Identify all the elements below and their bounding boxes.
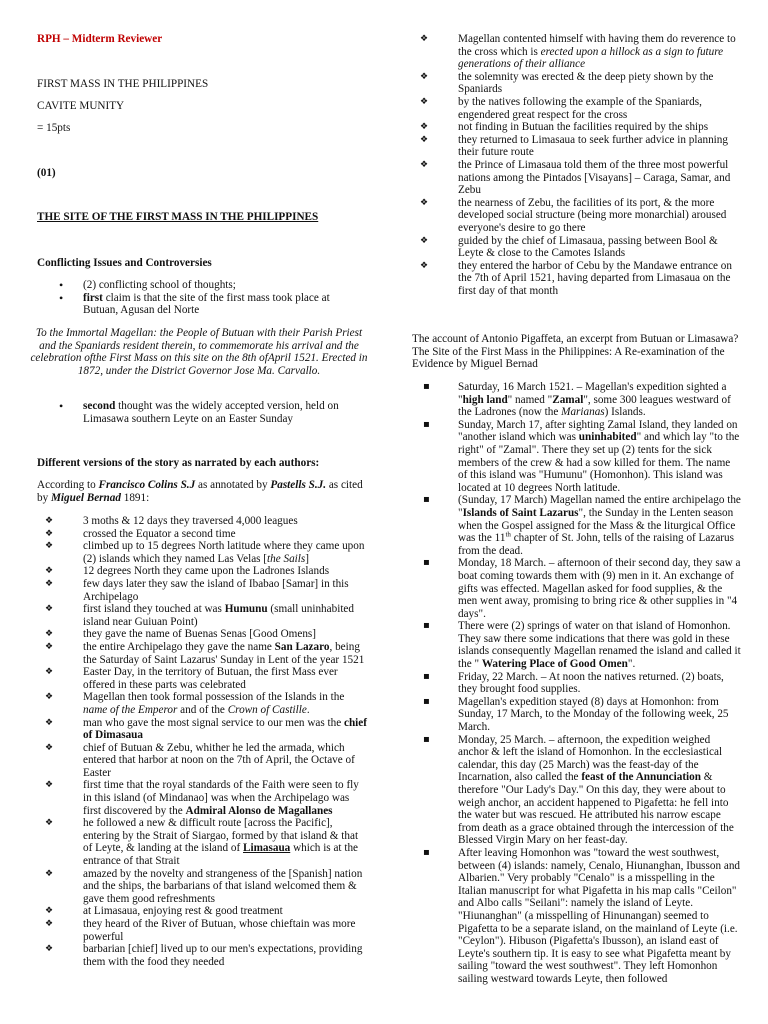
list-item: • (2) conflicting school of thoughts; [37, 279, 347, 292]
list-item: ❖ they heard of the River of Butuan, whose chieftain was more powerful [37, 918, 370, 943]
list-item: ▪ Saturday, 16 March 1521. – Magellan's expedition sighted a "high land" named "Zamal", some 300 leagues westward of the Ladrones (now the Marianas) Islands. [412, 381, 742, 419]
list-item: ❖ guided by the chief of Limasaua, passing between Bool & Leyte & close to the Camotes Islands [412, 235, 742, 260]
according-paragraph: According to Francisco Colins S.J as annotated by Pastells S.J. as cited by Miguel Bernad 1891: [37, 479, 363, 504]
list-item: ❖ by the natives following the example of the Spaniards, engendered great respect for the cross [412, 96, 742, 121]
second-thought-list [37, 400, 347, 425]
list-item: ❖ chief of Butuan & Zebu, whither he led the armada, which entered that harbor at noon on the 7th of April, the Octave of Easter [37, 742, 370, 780]
pigafetta-entries [412, 381, 742, 986]
list-item: ❖ few days later they saw the island of Ibabao [Samar] in this Archipelago [37, 578, 370, 603]
list-item: ❖ first time that the royal standards of the Faith were seen to fly in this island (of Mindanao] was when the Archipelago was first discovered by the Admiral Alonso de Magallanes [37, 779, 370, 817]
list-item: ❖ not finding in Butuan the facilities required by the ships [412, 121, 742, 134]
list-item: ❖ man who gave the most signal service to our men was the chief of Dimasaua [37, 717, 370, 742]
list-item: • second thought was the widely accepted version, held on Limasawa southern Leyte on an Easter Sunday [37, 400, 347, 425]
colins-list [37, 515, 370, 968]
list-item: ❖ crossed the Equator a second time [37, 528, 370, 541]
list-item: ❖ at Limasaua, enjoying rest & good treatment [37, 905, 370, 918]
list-item: ❖ the Prince of Limasaua told them of the three most powerful nations among the Pintados [Visayans] – Caraga, Samar, and Zebu [412, 159, 742, 197]
list-item: ❖ 12 degrees North they came upon the Ladrones Islands [37, 565, 370, 578]
list-item: ❖ the solemnity was erected & the deep piety shown by the Spaniards [412, 71, 742, 96]
list-item: ❖ amazed by the novelty and strangeness of the [Spanish] nation and the ships, the barbarians of that island welcomed them & gave them good refreshments [37, 868, 370, 906]
monument-quote: To the Immortal Magellan: the People of Butuan with their Parish Priest and the Spaniards resident therein, to commemorate his arrival and the celebration ofthe First Mass on this site on the 8th ofApril 1521. Erected in 1872, under the District Governor Jose Ma. Carvallo. [30, 327, 368, 377]
pigafetta-account-intro: The account of Antonio Pigaffeta, an excerpt from Butuan or Limasawa? The Site of the First Mass in the Philippines: A Re-examination of the Evidence by Miguel Bernad [412, 333, 739, 371]
section-number: (01) [37, 167, 56, 179]
topic-first-mass: FIRST MASS IN THE PHILIPPINES [37, 78, 209, 90]
list-item: ❖ 3 moths & 12 days they traversed 4,000 leagues [37, 515, 370, 528]
reviewer-header: RPH – Midterm Reviewer [37, 33, 163, 45]
list-item: ▪ There were (2) springs of water on that island of Homonhon. They saw there some indications that there was gold in these islands consequently Magellan renamed the island and called it the " Watering Place of Good Omen". [412, 620, 742, 670]
list-item: ❖ they gave the name of Buenas Senas [Good Omens] [37, 628, 370, 641]
list-item: ❖ they entered the harbor of Cebu by the Mandawe entrance on the 7th of April 1521, having departed from Limasaua on the first day of that month [412, 260, 742, 298]
section-conflicting-title: Conflicting Issues and Controversies [37, 257, 212, 269]
list-item: ▪ After leaving Homonhon was "toward the west southwest, between (4) islands: namely, Cenalo, Hiunanghan, Ibusson and Albarien." Very probably "Cenalo" is a misspelling in the Italian manuscript for what Pigafetta in his map calls "Ceilon" and Albo calls "Seilani": namely the island of Leyte. "Hiunanghan" (a misspelling of Hinunangan) seemed to Pigafetta to be a separate island, on the mainland of Leyte (i.e. "Ceylon"). Hibuson (Pigafetta's Ibusson), an island east of Leyte's southern tip. It is easy to see what Pigafetta meant by sailing "toward the west southwest". They left Homonhon sailing westward towards Leyte, then followed [412, 847, 742, 986]
list-item: ❖ Magellan contented himself with having them do reverence to the cross which is erected upon a hillock as a sign to future generations of their alliance [412, 33, 742, 71]
list-item: ❖ barbarian [chief] lived up to our men's expectations, providing them with the food they needed [37, 943, 370, 968]
points-label: = 15pts [37, 122, 71, 134]
list-item: ❖ Easter Day, in the territory of Butuan, the first Mass ever offered in these parts was celebrated [37, 666, 370, 691]
list-item: ▪ Friday, 22 March. – At noon the natives returned. (2) boats, they brought food supplies. [412, 671, 742, 696]
section-versions-title: Different versions of the story as narrated by each authors: [37, 457, 320, 469]
main-title: THE SITE OF THE FIRST MASS IN THE PHILIPPINES [37, 211, 319, 223]
conflicting-list [37, 279, 347, 317]
list-item: ❖ first island they touched at was Humunu (small uninhabited island near Guiuan Point) [37, 603, 370, 628]
list-item: ▪ Monday, 25 March. – afternoon, the expedition weighed anchor & left the island of Homonhon. In the ecclesiastical calendar, this day (25 March) was the feast-day of the Incarnation, also called the feast of the Annunciation & therefore "Our Lady's Day." On this day, they were about to weigh anchor, an accident happened to Pigafetta: he fell into the water but was rescued. He attributed his narrow escape from death as a grace obtained through the intercession of the Blessed Virgin Mary on her feast-day. [412, 734, 742, 847]
list-item: ❖ the nearness of Zebu, the facilities of its port, & the more developed social structure (being more monarchial) aroused everyone's desire to go there [412, 197, 742, 235]
list-item: • first claim is that the site of the first mass took place at Butuan, Agusan del Norte [37, 292, 347, 317]
list-item: ❖ he followed a new & difficult route [across the Pacific], entering by the Strait of Siargao, formed by that island & that of Leyte, & landing at the island of Limasaua which is at the entrance of that Strait [37, 817, 370, 867]
list-item: ▪ (Sunday, 17 March) Magellan named the entire archipelago the "Islands of Saint Lazarus", the Sunday in the Lenten season when the Gospel assigned for the Mass & the liturgical Office was the 11th chapter of St. John, tells of the raising of Lazarus from the dead. [412, 494, 742, 557]
list-item: ▪ Magellan's expedition stayed (8) days at Homonhon: from Sunday, 17 March, to the Monday of the following week, 25 March. [412, 696, 742, 734]
list-item: ❖ they returned to Limasaua to seek further advice in planning their future route [412, 134, 742, 159]
list-item: ▪ Sunday, March 17, after sighting Zamal Island, they landed on "another island which was uninhabited" and which lay "to the right" of "Zamal". There they set up (2) tents for the sick members of the crew & had a sow killed for them. The name of this island was "Humunu" (Homonhon). This island was located at 10 degrees North latitude. [412, 419, 742, 495]
list-item: ▪ Monday, 18 March. – afternoon of their second day, they saw a boat coming towards them with (9) men in it. An exchange of gifts was effected. Magellan asked for food supplies, & the men went away, promising to bring rice & other supplies in "4 days". [412, 557, 742, 620]
list-item: ❖ the entire Archipelago they gave the name San Lazaro, being the Saturday of Saint Lazarus' Sunday in Lent of the year 1521 [37, 641, 370, 666]
topic-cavite-munity: CAVITE MUNITY [37, 100, 125, 112]
list-item: ❖ climbed up to 15 degrees North latitude where they came upon (2) islands which they named Las Velas [the Sails] [37, 540, 370, 565]
continued-list [412, 33, 742, 297]
list-item: ❖ Magellan then took formal possession of the Islands in the name of the Emperor and of the Crown of Castille. [37, 691, 370, 716]
